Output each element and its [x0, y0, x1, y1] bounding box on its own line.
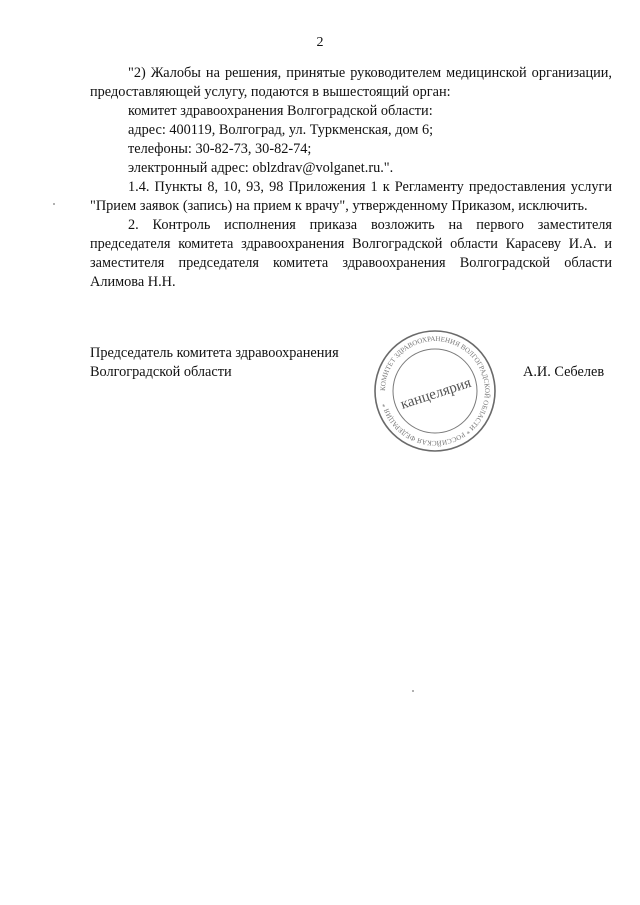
page-number: 2: [316, 35, 324, 50]
scan-speck: [412, 690, 414, 692]
paragraph-2-control: 2. Контроль исполнения приказа возложить на первого заместителя председателя комитета здравоохранения Волгоградской области Карасеву И.А. и заместителя председателя комитета здравоохранения Волгоградской области Алимова Н.Н.: [90, 217, 612, 290]
paragraph-complaints: "2) Жалобы на решения, принятые руководителем медицинской организации, предоставляющей услугу, подаются в вышестоящий орган:: [90, 65, 612, 100]
line-phones: телефоны: 30-82-73, 30-82-74;: [128, 141, 312, 157]
office-stamp: [370, 326, 500, 456]
paragraph-1-4: 1.4. Пункты 8, 10, 93, 98 Приложения 1 к Регламенту предоставления услуги "Прием заявок (запись) на прием к врачу", утвержденному Приказом, исключить.: [90, 179, 612, 214]
signature-block: [90, 344, 630, 382]
scan-speck: [53, 203, 55, 205]
document-body: [90, 64, 612, 292]
signatory-title-line1: Председатель комитета здравоохранения: [90, 345, 339, 361]
line-email: электронный адрес: oblzdrav@volganet.ru.".: [128, 160, 394, 176]
signatory-name: А.И. Себелев: [523, 364, 605, 380]
line-organization: комитет здравоохранения Волгоградской области:: [128, 103, 433, 119]
line-address: адрес: 400119, Волгоград, ул. Туркменская, дом 6;: [128, 122, 434, 138]
stamp-ring-text: КОМИТЕТ ЗДРАВООХРАНЕНИЯ ВОЛГОГРАДСКОЙ ОБЛАСТИ * РОССИЙСКАЯ ФЕДЕРАЦИЯ *: [378, 334, 492, 448]
signatory-title-line2: Волгоградской области: [90, 364, 232, 380]
stamp-center-text: канцелярия: [398, 374, 474, 413]
